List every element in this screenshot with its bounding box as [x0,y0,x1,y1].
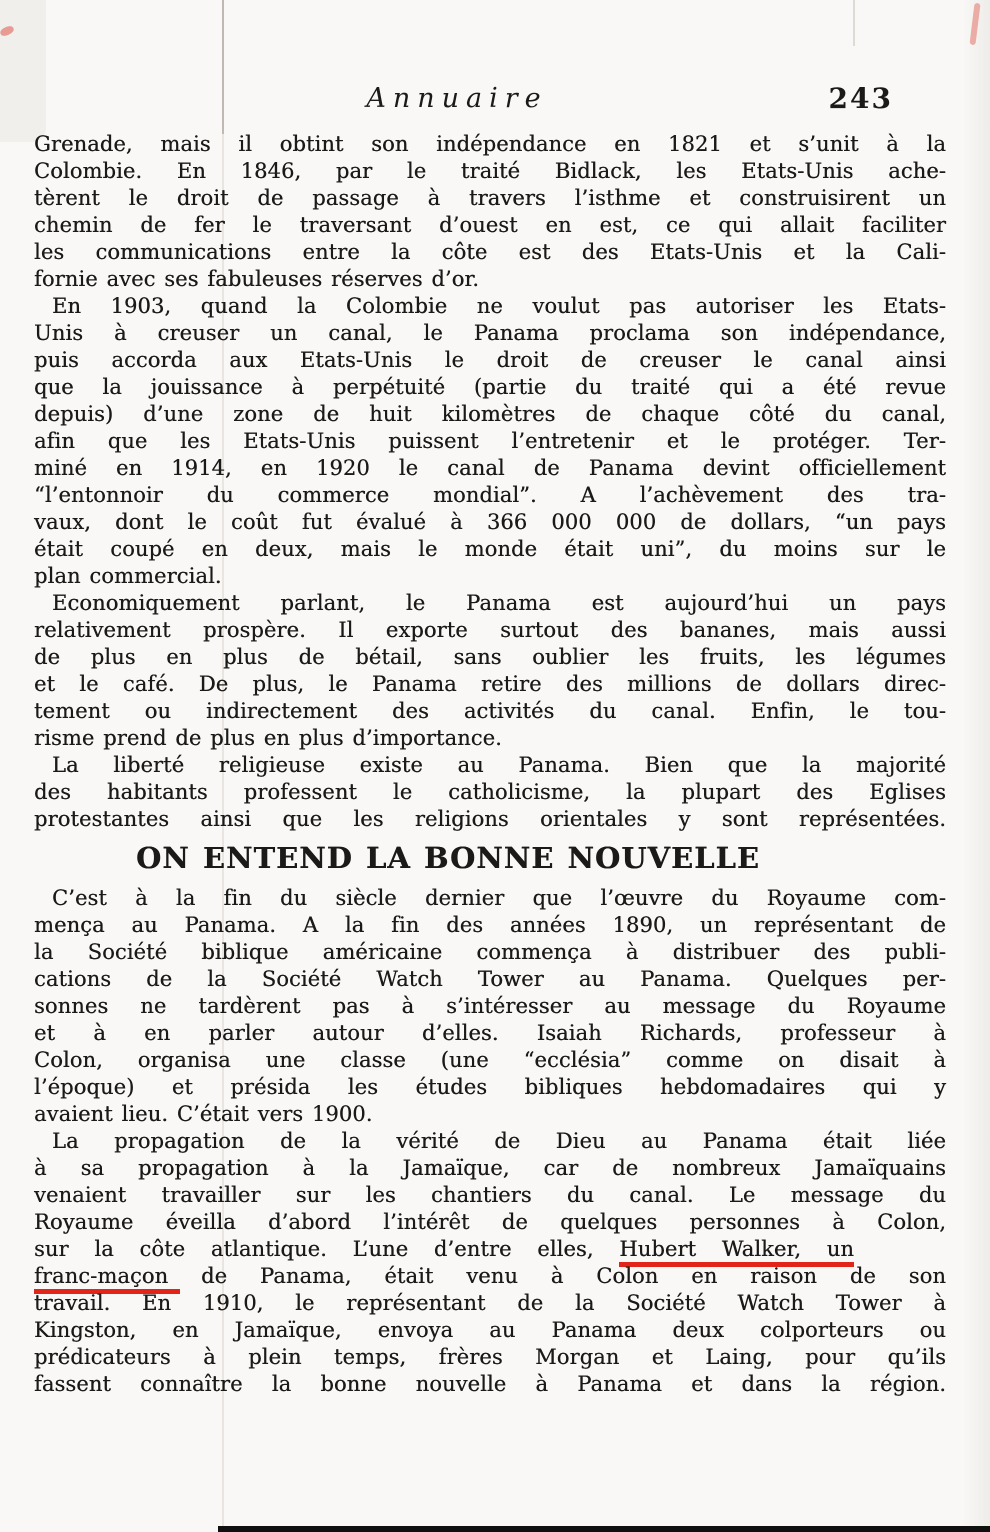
page-text [34,131,946,1398]
text-line: sonnes ne tardèrent pas à s’intéresser au message du Royaume [34,994,946,1018]
text-line: Economiquement parlant, le Panama est aujourd’hui un pays [52,591,946,615]
text-line: risme prend de plus en plus d’importance. [34,726,502,750]
text-line: des habitants professent le catholicisme, la plupart des Eglises [34,780,946,804]
text-line: de plus en plus de bétail, sans oublier les fruits, les légumes [34,645,946,669]
scan-edge-shadow-right [962,0,990,1532]
text-line: la Société biblique américaine commença à distribuer des publi- [34,940,946,964]
text-line: Unis à creuser un canal, le Panama proclama son indépendance, [34,321,946,345]
text-line: miné en 1914, en 1920 le canal de Panama devint officiellement [34,456,946,480]
text-line: tèrent le droit de passage à travers l’isthme et construisirent un [34,186,946,210]
text-line: fassent connaître la bonne nouvelle à Panama et dans la région. [34,1372,946,1396]
text-line: les communications entre la côte est des Etats-Unis et la Cali- [34,240,946,264]
text-line: Royaume éveilla d’abord l’intérêt de quelques personnes à Colon, [34,1210,946,1234]
text-line: vaux, dont le coût fut évalué à 366 000 000 de dollars, “un pays [34,510,946,534]
text-line: et le café. De plus, le Panama retire des millions de dollars direc- [34,672,946,696]
text-line: tement ou indirectement des activités du canal. Enfin, le tou- [34,699,946,723]
text-line: à sa propagation à la Jamaïque, car de nombreux Jamaïquains [34,1156,946,1180]
text-line: puis accorda aux Etats-Unis le droit de creuser le canal ainsi [34,348,946,372]
text-line: l’époque) et présida les études bibliques hebdomadaires qui y [34,1075,946,1099]
text-segment: sur la côte atlantique. L’une d’entre elles, [34,1237,620,1261]
paragraph-oeuvre-royaume [34,885,946,1128]
text-line: était coupé en deux, mais le monde était uni”, du moins sur le [34,537,946,561]
text-line: Colombie. En 1846, par le traité Bidlack, les Etats-Unis ache- [34,159,946,183]
paragraph-economie [34,590,946,752]
text-line-with-annotation [34,1263,946,1290]
text-line: protestantes ainsi que les religions orientales y sont représentées. [34,807,946,831]
text-line-with-annotation [34,1236,946,1263]
text-line: C’est à la fin du siècle dernier que l’œuvre du Royaume com- [52,886,946,910]
paragraph-hubert-walker [34,1128,946,1398]
text-line: prédicateurs à plein temps, frères Morgan et Laing, pour qu’ils [34,1345,946,1369]
text-line: La propagation de la vérité de Dieu au Panama était liée [52,1129,946,1153]
text-line: afin que les Etats-Unis puissent l’entretenir et le protéger. Ter- [34,429,946,453]
text-line: relativement prospère. Il exporte surtout des bananes, mais aussi [34,618,946,642]
scan-edge-bar [218,1526,990,1532]
text-line: La liberté religieuse existe au Panama. Bien que la majorité [52,753,946,777]
text-line: travail. En 1910, le représentant de la Société Watch Tower à [34,1291,946,1315]
red-underline-annotation-hubert-walker: Hubert Walker, un [619,1237,854,1267]
text-line: venaient travailler sur les chantiers du canal. Le message du [34,1183,946,1207]
text-segment: de Panama, était venu à Colon en raison de son [168,1264,946,1288]
scan-crease-line-right [853,0,855,46]
text-line: Grenade, mais il obtint son indépendance en 1821 et s’unit à la [34,132,946,156]
page-header [0,82,990,116]
paragraph-canal-1903 [34,293,946,590]
text-line: fornie avec ses fabuleuses réserves d’or. [34,267,480,291]
paragraph-liberte-religieuse [34,752,946,833]
text-line: En 1903, quand la Colombie ne voulut pas autoriser les Etats- [52,294,946,318]
text-line: avaient lieu. C’était vers 1900. [34,1102,373,1126]
red-underline-annotation-franc-macon: franc-maçon [34,1264,180,1294]
text-line: Kingston, en Jamaïque, envoya au Panama deux colporteurs ou [34,1318,946,1342]
text-line: plan commercial. [34,564,222,588]
text-line: cations de la Société Watch Tower au Panama. Quelques per- [34,967,946,991]
text-line: et à en parler autour d’elles. Isaiah Richards, professeur à [34,1021,946,1045]
page-number: 243 [828,82,893,115]
text-line: depuis) d’une zone de huit kilomètres de chaque côté du canal, [34,402,946,426]
text-line: “l’entonnoir du commerce mondial”. A l’achèvement des tra- [34,483,946,507]
paragraph-grenade-colombie [34,131,946,293]
text-line: Colon, organisa une classe (une “ecclésia” comme on disait à [34,1048,946,1072]
text-line: chemin de fer le traversant d’ouest en est, ce qui allait faciliter [34,213,946,237]
scan-edge-shadow [0,0,46,142]
text-line: mença au Panama. A la fin des années 1890, un représentant de [34,913,946,937]
running-title: Annuaire [366,83,548,114]
text-line: que la jouissance à perpétuité (partie du traité qui a été revue [34,375,946,399]
section-heading: ON ENTEND LA BONNE NOUVELLE [136,841,760,875]
